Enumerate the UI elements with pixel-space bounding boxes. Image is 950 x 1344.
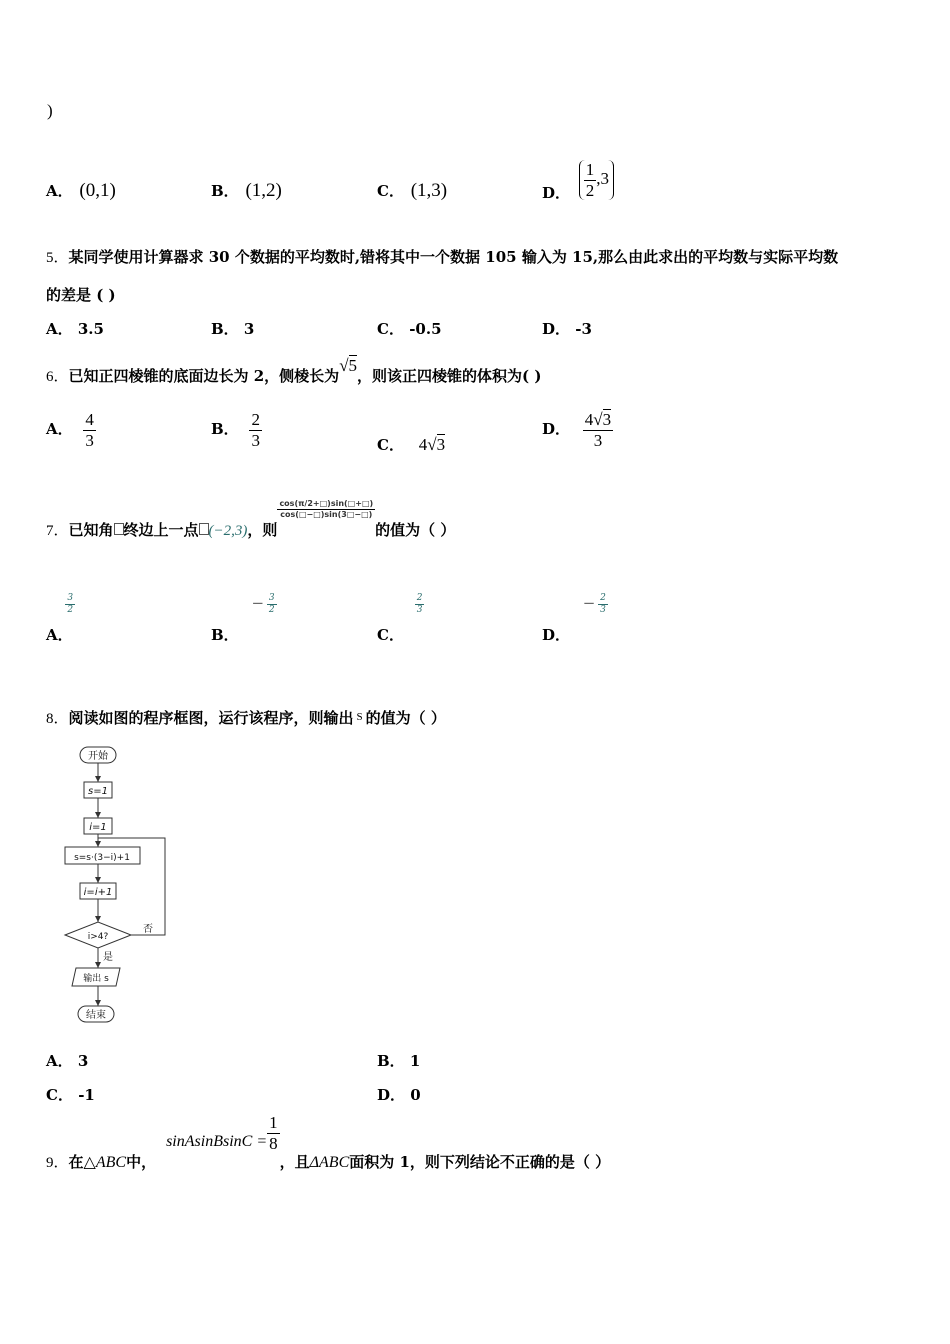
- q5-option-b[interactable]: B． 3: [211, 320, 255, 338]
- q8-option-b[interactable]: B． 1: [377, 1052, 421, 1070]
- q4-option-b[interactable]: [211, 180, 282, 202]
- q8-stem: 8．阅读如图的程序框图，运行该程序，则输出 $^S$ 的值为（ ）: [46, 709, 446, 727]
- q4-option-a[interactable]: [46, 180, 116, 202]
- fragment-paren: ): [47, 101, 53, 120]
- q8-option-a[interactable]: A． 3: [46, 1052, 89, 1070]
- q7-option-b[interactable]: B． − $\frac{3}{2}$: [211, 593, 275, 644]
- flow-yes-label: 是: [103, 952, 113, 963]
- placeholder-box: [114, 523, 124, 535]
- q6-option-a[interactable]: A． $\frac{4}{3}$: [46, 410, 94, 450]
- q5-option-c[interactable]: C． -0.5: [377, 320, 442, 338]
- q4-option-d[interactable]: D． $\frac{1}{2}$ ,3: [542, 160, 614, 212]
- q4-option-c[interactable]: [377, 180, 447, 202]
- option-label: A．: [46, 182, 73, 200]
- q8-option-c[interactable]: C． -1: [46, 1086, 95, 1104]
- q7-stem: 7．已知角 终边上一点 (−2,3)，则 $\frac{\cos(\pi/2+□)\sin(□+□)}{\cos(□-□)\sin(3□-□)}$ 的值为（ ）: [46, 499, 456, 539]
- q8-option-d[interactable]: D． 0: [377, 1086, 421, 1104]
- q7-option-a[interactable]: A． $\frac{3}{2}$: [46, 593, 74, 644]
- flow-s-init-text: s=1: [88, 786, 108, 797]
- q7-fraction: $\frac{\cos(\pi/2+□)\sin(□+□)}{\cos(□-□)\sin(3□-□)}$: [279, 499, 374, 519]
- flow-update-s-text: s=s·(3−i)+1: [74, 853, 130, 863]
- option-label: B．: [211, 182, 239, 200]
- q5-option-d[interactable]: D． -3: [542, 320, 592, 338]
- flow-output-text: 输出 s: [83, 974, 109, 984]
- option-label: C．: [377, 182, 404, 200]
- q5-option-a[interactable]: A． 3.5: [46, 320, 104, 338]
- q6-option-d[interactable]: D． $\frac{4√3}{3}$: [542, 410, 612, 450]
- flow-end-text: 结束: [86, 1010, 106, 1021]
- option-value: (0,1): [79, 180, 116, 201]
- flowchart: [60, 740, 180, 1030]
- q6-stem: 6．已知正四棱锥的底面边长为 2，侧棱长为√5，则该正四棱锥的体积为( ): [46, 356, 542, 385]
- q6-option-b[interactable]: B． $\frac{2}{3}$: [211, 410, 260, 450]
- option-value: (1,2): [245, 180, 282, 201]
- flow-no-label: 否: [143, 924, 153, 935]
- q5-stem-line2: 的差是 ( ): [46, 286, 116, 304]
- flow-update-i-text: i=i+1: [83, 887, 113, 898]
- placeholder-box: [199, 523, 209, 535]
- flow-start-text: 开始: [88, 751, 108, 762]
- sqrt-symbol: √5: [339, 356, 358, 375]
- q6-option-c[interactable]: C． 4√3: [377, 435, 446, 454]
- flow-i-init-text: i=1: [89, 822, 107, 833]
- q7-option-d[interactable]: D． − $\frac{2}{3}$: [542, 593, 606, 644]
- option-value: (1,3): [410, 180, 448, 201]
- q5-stem-line1: 5．某同学使用计算器求 30 个数据的平均数时,错将其中一个数据 105 输入为 15,那么由此求出的平均数与实际平均数: [46, 248, 839, 266]
- q7-option-c[interactable]: C． $\frac{2}{3}$: [377, 593, 423, 644]
- option-label: D．: [542, 184, 571, 202]
- q9-stem: 9．在△ABC中，sinAsinBsinC = $\frac{1}{8}$ ，且ΔABC面积为 1，则下列结论不正确的是（ ）: [46, 1113, 611, 1172]
- flow-condition-text: i>4?: [87, 932, 109, 942]
